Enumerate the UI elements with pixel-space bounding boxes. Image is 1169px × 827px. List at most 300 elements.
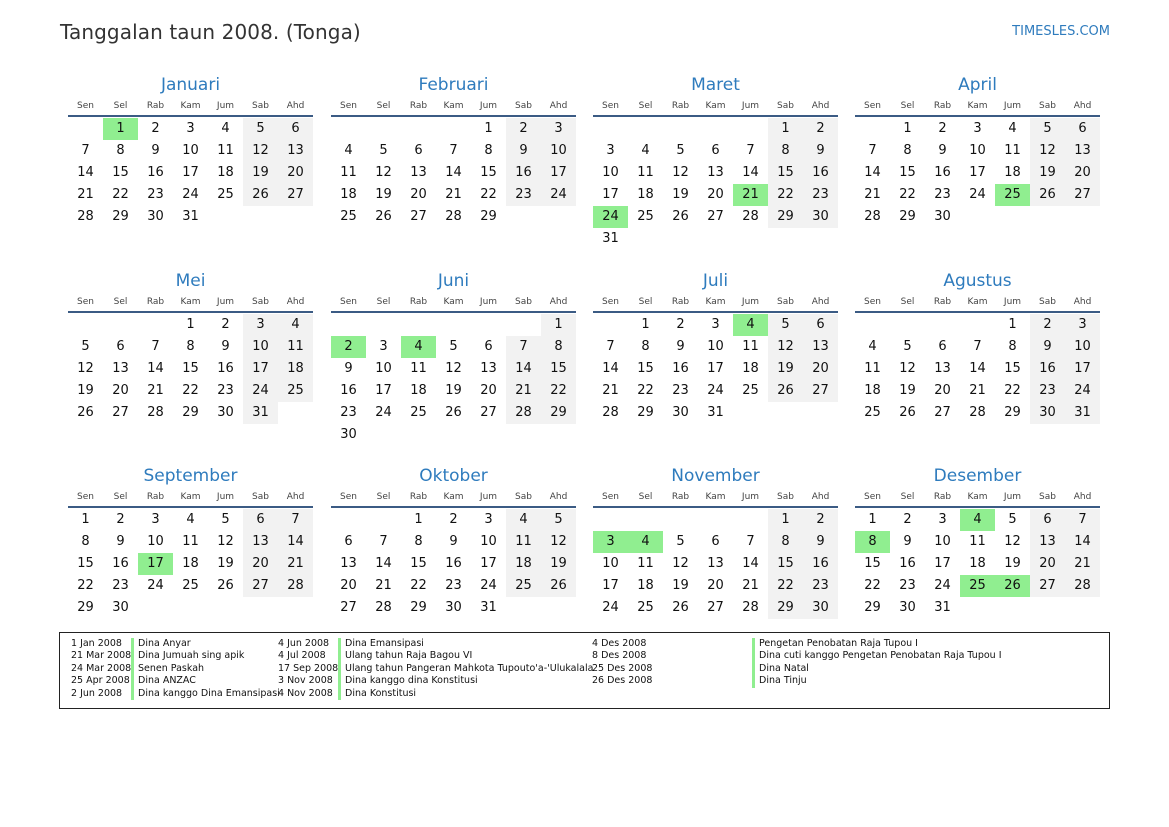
day-cell[interactable]: 20: [243, 553, 278, 575]
day-cell[interactable]: 31: [934, 600, 951, 615]
day-cell[interactable]: 23: [112, 578, 129, 593]
holiday-day-cell[interactable]: 4: [401, 336, 436, 358]
day-cell[interactable]: 14: [445, 165, 462, 180]
day-cell[interactable]: 2: [151, 121, 160, 136]
day-cell[interactable]: 28: [375, 600, 392, 615]
day-cell[interactable]: 1: [768, 118, 803, 140]
day-cell[interactable]: 3: [151, 512, 160, 527]
day-cell[interactable]: 23: [1030, 380, 1065, 402]
day-cell[interactable]: 17: [969, 165, 986, 180]
day-cell[interactable]: 2: [506, 118, 541, 140]
day-cell[interactable]: 20: [410, 187, 427, 202]
day-cell[interactable]: 15: [112, 165, 129, 180]
day-cell[interactable]: 14: [742, 556, 759, 571]
day-cell[interactable]: 15: [637, 361, 654, 376]
day-cell[interactable]: 21: [742, 578, 759, 593]
day-cell[interactable]: 12: [445, 361, 462, 376]
day-cell[interactable]: 11: [637, 556, 654, 571]
day-cell[interactable]: 31: [602, 231, 619, 246]
day-cell[interactable]: 15: [768, 553, 803, 575]
day-cell[interactable]: 19: [1004, 556, 1021, 571]
holiday-day-cell[interactable]: 4: [628, 531, 663, 553]
day-cell[interactable]: 16: [147, 165, 164, 180]
day-cell[interactable]: 5: [81, 339, 90, 354]
day-cell[interactable]: 19: [375, 187, 392, 202]
day-cell[interactable]: 14: [742, 165, 759, 180]
day-cell[interactable]: 12: [217, 534, 234, 549]
day-cell[interactable]: 19: [445, 383, 462, 398]
day-cell[interactable]: 10: [602, 556, 619, 571]
day-cell[interactable]: 9: [803, 531, 838, 553]
day-cell[interactable]: 5: [676, 534, 685, 549]
day-cell[interactable]: 17: [707, 361, 724, 376]
day-cell[interactable]: 18: [278, 358, 313, 380]
day-cell[interactable]: 12: [541, 531, 576, 553]
day-cell[interactable]: 24: [969, 187, 986, 202]
day-cell[interactable]: 20: [803, 358, 838, 380]
day-cell[interactable]: 22: [899, 187, 916, 202]
day-cell[interactable]: 21: [147, 383, 164, 398]
day-cell[interactable]: 20: [707, 187, 724, 202]
day-cell[interactable]: 30: [445, 600, 462, 615]
day-cell[interactable]: 7: [379, 534, 388, 549]
day-cell[interactable]: 18: [742, 361, 759, 376]
day-cell[interactable]: 1: [186, 317, 195, 332]
day-cell[interactable]: 12: [672, 556, 689, 571]
day-cell[interactable]: 27: [707, 209, 724, 224]
day-cell[interactable]: 2: [903, 512, 912, 527]
day-cell[interactable]: 14: [147, 361, 164, 376]
day-cell[interactable]: 25: [410, 405, 427, 420]
day-cell[interactable]: 25: [864, 405, 881, 420]
day-cell[interactable]: 12: [1004, 534, 1021, 549]
day-cell[interactable]: 24: [934, 578, 951, 593]
day-cell[interactable]: 21: [1065, 553, 1100, 575]
day-cell[interactable]: 24: [602, 600, 619, 615]
holiday-day-cell[interactable]: 25: [960, 575, 995, 597]
day-cell[interactable]: 28: [506, 402, 541, 424]
day-cell[interactable]: 9: [1030, 336, 1065, 358]
day-cell[interactable]: 10: [707, 339, 724, 354]
day-cell[interactable]: 9: [344, 361, 353, 376]
day-cell[interactable]: 29: [541, 402, 576, 424]
day-cell[interactable]: 1: [903, 121, 912, 136]
day-cell[interactable]: 16: [112, 556, 129, 571]
day-cell[interactable]: 28: [969, 405, 986, 420]
day-cell[interactable]: 18: [217, 165, 234, 180]
day-cell[interactable]: 2: [803, 118, 838, 140]
day-cell[interactable]: 30: [803, 597, 838, 619]
day-cell[interactable]: 29: [112, 209, 129, 224]
day-cell[interactable]: 24: [375, 405, 392, 420]
day-cell[interactable]: 20: [1065, 162, 1100, 184]
day-cell[interactable]: 27: [340, 600, 357, 615]
day-cell[interactable]: 11: [969, 534, 986, 549]
day-cell[interactable]: 3: [606, 143, 615, 158]
day-cell[interactable]: 13: [480, 361, 497, 376]
day-cell[interactable]: 31: [480, 600, 497, 615]
day-cell[interactable]: 8: [186, 339, 195, 354]
day-cell[interactable]: 29: [864, 600, 881, 615]
day-cell[interactable]: 12: [768, 336, 803, 358]
day-cell[interactable]: 6: [278, 118, 313, 140]
day-cell[interactable]: 16: [934, 165, 951, 180]
day-cell[interactable]: 20: [112, 383, 129, 398]
day-cell[interactable]: 23: [672, 383, 689, 398]
day-cell[interactable]: 24: [243, 380, 278, 402]
day-cell[interactable]: 23: [803, 575, 838, 597]
day-cell[interactable]: 22: [410, 578, 427, 593]
day-cell[interactable]: 28: [147, 405, 164, 420]
day-cell[interactable]: 16: [803, 162, 838, 184]
day-cell[interactable]: 18: [1004, 165, 1021, 180]
day-cell[interactable]: 8: [1008, 339, 1017, 354]
day-cell[interactable]: 10: [602, 165, 619, 180]
day-cell[interactable]: 22: [480, 187, 497, 202]
day-cell[interactable]: 7: [449, 143, 458, 158]
day-cell[interactable]: 12: [77, 361, 94, 376]
day-cell[interactable]: 16: [899, 556, 916, 571]
day-cell[interactable]: 29: [768, 206, 803, 228]
day-cell[interactable]: 15: [864, 556, 881, 571]
day-cell[interactable]: 30: [147, 209, 164, 224]
day-cell[interactable]: 21: [77, 187, 94, 202]
day-cell[interactable]: 13: [112, 361, 129, 376]
day-cell[interactable]: 17: [602, 578, 619, 593]
day-cell[interactable]: 1: [768, 509, 803, 531]
day-cell[interactable]: 8: [903, 143, 912, 158]
day-cell[interactable]: 14: [602, 361, 619, 376]
day-cell[interactable]: 10: [480, 534, 497, 549]
day-cell[interactable]: 9: [938, 143, 947, 158]
day-cell[interactable]: 21: [445, 187, 462, 202]
day-cell[interactable]: 7: [868, 143, 877, 158]
day-cell[interactable]: 24: [1065, 380, 1100, 402]
day-cell[interactable]: 12: [899, 361, 916, 376]
day-cell[interactable]: 11: [742, 339, 759, 354]
day-cell[interactable]: 3: [379, 339, 388, 354]
day-cell[interactable]: 8: [541, 336, 576, 358]
day-cell[interactable]: 17: [934, 556, 951, 571]
day-cell[interactable]: 27: [480, 405, 497, 420]
day-cell[interactable]: 29: [410, 600, 427, 615]
day-cell[interactable]: 6: [938, 339, 947, 354]
day-cell[interactable]: 24: [480, 578, 497, 593]
day-cell[interactable]: 23: [934, 187, 951, 202]
day-cell[interactable]: 19: [217, 556, 234, 571]
day-cell[interactable]: 25: [217, 187, 234, 202]
day-cell[interactable]: 3: [1065, 314, 1100, 336]
day-cell[interactable]: 22: [864, 578, 881, 593]
day-cell[interactable]: 1: [81, 512, 90, 527]
day-cell[interactable]: 28: [77, 209, 94, 224]
day-cell[interactable]: 12: [375, 165, 392, 180]
day-cell[interactable]: 8: [81, 534, 90, 549]
day-cell[interactable]: 8: [116, 143, 125, 158]
day-cell[interactable]: 23: [445, 578, 462, 593]
day-cell[interactable]: 16: [1030, 358, 1065, 380]
day-cell[interactable]: 18: [506, 553, 541, 575]
day-cell[interactable]: 5: [379, 143, 388, 158]
day-cell[interactable]: 2: [676, 317, 685, 332]
day-cell[interactable]: 19: [541, 553, 576, 575]
day-cell[interactable]: 5: [903, 339, 912, 354]
day-cell[interactable]: 30: [1030, 402, 1065, 424]
day-cell[interactable]: 27: [1030, 575, 1065, 597]
holiday-day-cell[interactable]: 4: [733, 314, 768, 336]
day-cell[interactable]: 21: [506, 380, 541, 402]
day-cell[interactable]: 25: [340, 209, 357, 224]
day-cell[interactable]: 31: [707, 405, 724, 420]
day-cell[interactable]: 7: [506, 336, 541, 358]
day-cell[interactable]: 26: [217, 578, 234, 593]
day-cell[interactable]: 10: [1065, 336, 1100, 358]
day-cell[interactable]: 10: [541, 140, 576, 162]
day-cell[interactable]: 7: [606, 339, 615, 354]
day-cell[interactable]: 29: [480, 209, 497, 224]
day-cell[interactable]: 17: [243, 358, 278, 380]
day-cell[interactable]: 6: [344, 534, 353, 549]
day-cell[interactable]: 22: [637, 383, 654, 398]
day-cell[interactable]: 31: [1065, 402, 1100, 424]
day-cell[interactable]: 4: [641, 143, 650, 158]
day-cell[interactable]: 14: [1065, 531, 1100, 553]
day-cell[interactable]: 22: [182, 383, 199, 398]
day-cell[interactable]: 1: [541, 314, 576, 336]
day-cell[interactable]: 17: [602, 187, 619, 202]
day-cell[interactable]: 18: [340, 187, 357, 202]
day-cell[interactable]: 5: [1030, 118, 1065, 140]
day-cell[interactable]: 13: [278, 140, 313, 162]
holiday-day-cell[interactable]: 25: [995, 184, 1030, 206]
day-cell[interactable]: 30: [934, 209, 951, 224]
day-cell[interactable]: 17: [480, 556, 497, 571]
day-cell[interactable]: 3: [541, 118, 576, 140]
day-cell[interactable]: 11: [278, 336, 313, 358]
day-cell[interactable]: 8: [484, 143, 493, 158]
day-cell[interactable]: 29: [1004, 405, 1021, 420]
day-cell[interactable]: 29: [899, 209, 916, 224]
brand-link[interactable]: TIMESLES.COM: [1012, 24, 1110, 39]
day-cell[interactable]: 6: [803, 314, 838, 336]
day-cell[interactable]: 15: [768, 162, 803, 184]
day-cell[interactable]: 16: [340, 383, 357, 398]
day-cell[interactable]: 25: [506, 575, 541, 597]
day-cell[interactable]: 4: [344, 143, 353, 158]
day-cell[interactable]: 15: [899, 165, 916, 180]
day-cell[interactable]: 23: [899, 578, 916, 593]
day-cell[interactable]: 14: [506, 358, 541, 380]
day-cell[interactable]: 7: [746, 143, 755, 158]
day-cell[interactable]: 11: [637, 165, 654, 180]
day-cell[interactable]: 23: [147, 187, 164, 202]
day-cell[interactable]: 15: [182, 361, 199, 376]
day-cell[interactable]: 23: [217, 383, 234, 398]
day-cell[interactable]: 5: [676, 143, 685, 158]
day-cell[interactable]: 18: [637, 187, 654, 202]
day-cell[interactable]: 8: [641, 339, 650, 354]
day-cell[interactable]: 9: [221, 339, 230, 354]
day-cell[interactable]: 15: [1004, 361, 1021, 376]
day-cell[interactable]: 7: [1065, 509, 1100, 531]
day-cell[interactable]: 6: [711, 534, 720, 549]
day-cell[interactable]: 23: [340, 405, 357, 420]
holiday-day-cell[interactable]: 8: [855, 531, 890, 553]
day-cell[interactable]: 28: [445, 209, 462, 224]
day-cell[interactable]: 22: [112, 187, 129, 202]
holiday-day-cell[interactable]: 4: [960, 509, 995, 531]
day-cell[interactable]: 16: [217, 361, 234, 376]
day-cell[interactable]: 30: [217, 405, 234, 420]
day-cell[interactable]: 22: [541, 380, 576, 402]
day-cell[interactable]: 22: [77, 578, 94, 593]
day-cell[interactable]: 20: [934, 383, 951, 398]
day-cell[interactable]: 22: [768, 575, 803, 597]
day-cell[interactable]: 28: [1065, 575, 1100, 597]
day-cell[interactable]: 26: [445, 405, 462, 420]
day-cell[interactable]: 3: [484, 512, 493, 527]
day-cell[interactable]: 5: [1008, 512, 1017, 527]
day-cell[interactable]: 9: [116, 534, 125, 549]
day-cell[interactable]: 17: [541, 162, 576, 184]
day-cell[interactable]: 5: [243, 118, 278, 140]
day-cell[interactable]: 19: [672, 187, 689, 202]
day-cell[interactable]: 15: [541, 358, 576, 380]
holiday-day-cell[interactable]: 17: [138, 553, 173, 575]
day-cell[interactable]: 30: [803, 206, 838, 228]
day-cell[interactable]: 30: [340, 427, 357, 442]
day-cell[interactable]: 29: [637, 405, 654, 420]
day-cell[interactable]: 29: [77, 600, 94, 615]
day-cell[interactable]: 4: [221, 121, 230, 136]
day-cell[interactable]: 11: [182, 534, 199, 549]
day-cell[interactable]: 6: [414, 143, 423, 158]
day-cell[interactable]: 3: [938, 512, 947, 527]
day-cell[interactable]: 9: [676, 339, 685, 354]
day-cell[interactable]: 18: [637, 578, 654, 593]
day-cell[interactable]: 26: [1030, 184, 1065, 206]
day-cell[interactable]: 21: [375, 578, 392, 593]
day-cell[interactable]: 20: [1030, 553, 1065, 575]
day-cell[interactable]: 5: [768, 314, 803, 336]
day-cell[interactable]: 3: [243, 314, 278, 336]
day-cell[interactable]: 17: [182, 165, 199, 180]
day-cell[interactable]: 9: [151, 143, 160, 158]
day-cell[interactable]: 20: [480, 383, 497, 398]
day-cell[interactable]: 6: [484, 339, 493, 354]
day-cell[interactable]: 1: [484, 121, 493, 136]
day-cell[interactable]: 13: [340, 556, 357, 571]
day-cell[interactable]: 13: [243, 531, 278, 553]
day-cell[interactable]: 12: [672, 165, 689, 180]
day-cell[interactable]: 6: [116, 339, 125, 354]
day-cell[interactable]: 13: [707, 165, 724, 180]
day-cell[interactable]: 21: [864, 187, 881, 202]
day-cell[interactable]: 10: [934, 534, 951, 549]
day-cell[interactable]: 28: [278, 575, 313, 597]
day-cell[interactable]: 5: [541, 509, 576, 531]
day-cell[interactable]: 18: [182, 556, 199, 571]
day-cell[interactable]: 15: [480, 165, 497, 180]
day-cell[interactable]: 14: [969, 361, 986, 376]
day-cell[interactable]: 25: [742, 383, 759, 398]
day-cell[interactable]: 17: [1065, 358, 1100, 380]
day-cell[interactable]: 25: [278, 380, 313, 402]
day-cell[interactable]: 26: [672, 600, 689, 615]
day-cell[interactable]: 7: [151, 339, 160, 354]
day-cell[interactable]: 14: [77, 165, 94, 180]
day-cell[interactable]: 19: [1030, 162, 1065, 184]
day-cell[interactable]: 15: [410, 556, 427, 571]
day-cell[interactable]: 22: [768, 184, 803, 206]
holiday-day-cell[interactable]: 2: [331, 336, 366, 358]
day-cell[interactable]: 2: [1030, 314, 1065, 336]
day-cell[interactable]: 27: [934, 405, 951, 420]
day-cell[interactable]: 7: [973, 339, 982, 354]
day-cell[interactable]: 29: [182, 405, 199, 420]
day-cell[interactable]: 26: [375, 209, 392, 224]
day-cell[interactable]: 19: [672, 578, 689, 593]
day-cell[interactable]: 30: [112, 600, 129, 615]
day-cell[interactable]: 10: [147, 534, 164, 549]
day-cell[interactable]: 24: [541, 184, 576, 206]
day-cell[interactable]: 3: [973, 121, 982, 136]
day-cell[interactable]: 21: [969, 383, 986, 398]
day-cell[interactable]: 25: [182, 578, 199, 593]
day-cell[interactable]: 13: [934, 361, 951, 376]
holiday-day-cell[interactable]: 24: [593, 206, 628, 228]
day-cell[interactable]: 19: [77, 383, 94, 398]
day-cell[interactable]: 11: [410, 361, 427, 376]
day-cell[interactable]: 2: [221, 317, 230, 332]
day-cell[interactable]: 26: [672, 209, 689, 224]
day-cell[interactable]: 9: [803, 140, 838, 162]
day-cell[interactable]: 13: [803, 336, 838, 358]
day-cell[interactable]: 3: [711, 317, 720, 332]
day-cell[interactable]: 28: [742, 600, 759, 615]
day-cell[interactable]: 30: [672, 405, 689, 420]
day-cell[interactable]: 19: [768, 358, 803, 380]
day-cell[interactable]: 9: [506, 140, 541, 162]
day-cell[interactable]: 26: [243, 184, 278, 206]
day-cell[interactable]: 25: [637, 209, 654, 224]
day-cell[interactable]: 20: [340, 578, 357, 593]
day-cell[interactable]: 4: [278, 314, 313, 336]
day-cell[interactable]: 4: [506, 509, 541, 531]
day-cell[interactable]: 10: [182, 143, 199, 158]
day-cell[interactable]: 5: [449, 339, 458, 354]
day-cell[interactable]: 11: [1004, 143, 1021, 158]
day-cell[interactable]: 7: [81, 143, 90, 158]
day-cell[interactable]: 14: [864, 165, 881, 180]
day-cell[interactable]: 13: [1030, 531, 1065, 553]
day-cell[interactable]: 13: [707, 556, 724, 571]
holiday-day-cell[interactable]: 26: [995, 575, 1030, 597]
day-cell[interactable]: 20: [707, 578, 724, 593]
day-cell[interactable]: 27: [112, 405, 129, 420]
day-cell[interactable]: 11: [340, 165, 357, 180]
day-cell[interactable]: 11: [864, 361, 881, 376]
day-cell[interactable]: 11: [506, 531, 541, 553]
day-cell[interactable]: 16: [506, 162, 541, 184]
day-cell[interactable]: 8: [414, 534, 423, 549]
day-cell[interactable]: 31: [243, 402, 278, 424]
day-cell[interactable]: 9: [903, 534, 912, 549]
day-cell[interactable]: 7: [278, 509, 313, 531]
day-cell[interactable]: 1: [868, 512, 877, 527]
day-cell[interactable]: 12: [1030, 140, 1065, 162]
day-cell[interactable]: 13: [410, 165, 427, 180]
